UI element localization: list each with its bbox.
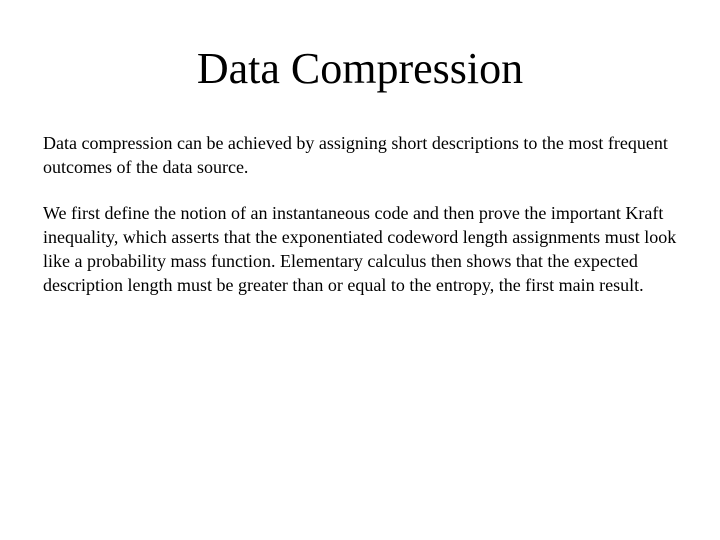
slide-title: Data Compression	[196, 44, 524, 93]
paragraph-kraft-inequality: We first define the notion of an instantaneous code and then prove the important Kraft inequality, which asserts that the exponentiated codeword length assignments must look like a probability mass function. Elementary calculus then shows that the expected description length must be greater than or equal to the entropy, the first main result.	[43, 203, 677, 295]
paragraph-intro: Data compression can be achieved by assigning short descriptions to the most frequent outcomes of the data source.	[43, 133, 668, 177]
slide-body	[43, 131, 683, 297]
